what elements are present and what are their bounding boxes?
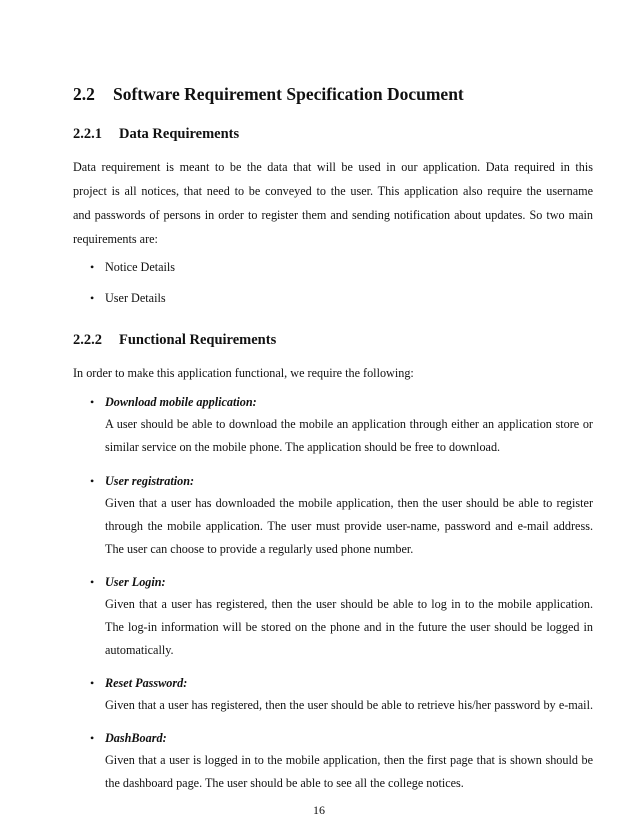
- requirement-line: Given that a user has downloaded the mobile application, then the user should be able to register: [105, 496, 593, 510]
- requirement-line: through the mobile application. The user must provide user-name, password and e-mail address.: [105, 519, 593, 533]
- intro-text: In order to make this application functional, we require the following:: [73, 366, 414, 380]
- paragraph-line: and passwords of persons in order to register them and sending notification about updates. So two main: [73, 208, 593, 222]
- paragraph-line: Data requirement is meant to be the data that will be used in our application. Data required in this: [73, 160, 593, 174]
- requirement-line: similar service on the mobile phone. The application should be free to download.: [105, 440, 501, 454]
- subsection-title: Functional Requirements: [119, 332, 277, 348]
- subsection-heading-data: [73, 126, 239, 143]
- bullet-icon: •: [90, 260, 95, 274]
- section-title: Software Requirement Specification Document: [113, 84, 464, 104]
- bullet-icon: •: [90, 395, 95, 409]
- requirement-title: Download mobile application:: [105, 395, 257, 409]
- requirement-line: Given that a user has registered, then the user should be able to log in to the mobile application.: [105, 597, 593, 611]
- bullet-icon: •: [90, 474, 95, 488]
- section-heading: [73, 84, 464, 105]
- bullet-icon: •: [90, 676, 95, 690]
- list-item: User Details: [105, 291, 166, 305]
- requirement-title: Reset Password:: [105, 676, 188, 690]
- section-number: 2.2: [73, 84, 95, 104]
- paragraph-line: requirements are:: [73, 232, 158, 246]
- subsection-title: Data Requirements: [119, 126, 240, 142]
- subsection-heading-functional: [73, 332, 276, 349]
- requirement-line: automatically.: [105, 643, 174, 657]
- requirement-line: A user should be able to download the mobile an application through either an application store or: [105, 417, 593, 431]
- requirement-title: User Login:: [105, 575, 166, 589]
- requirement-line: The log-in information will be stored on the phone and in the future the user should be logged in: [105, 620, 593, 634]
- subsection-number: 2.2.1: [73, 126, 102, 142]
- bullet-icon: •: [90, 731, 95, 745]
- page-number: 16: [313, 803, 325, 817]
- requirement-line: Given that a user has registered, then the user should be able to retrieve his/her password by e-mail.: [105, 698, 593, 712]
- bullet-icon: •: [90, 575, 95, 589]
- requirement-title: DashBoard:: [105, 731, 167, 745]
- list-item: Notice Details: [105, 260, 176, 274]
- requirement-title: User registration:: [105, 474, 195, 488]
- requirement-line: The user can choose to provide a regularly used phone number.: [105, 542, 414, 556]
- requirement-line: Given that a user is logged in to the mobile application, then the first page that is shown should be: [105, 753, 593, 767]
- bullet-icon: •: [90, 291, 95, 305]
- requirement-line: the dashboard page. The user should be able to see all the college notices.: [105, 776, 464, 790]
- paragraph-line: project is all notices, that need to be conveyed to the user. This application also require the username: [73, 184, 593, 198]
- subsection-number: 2.2.2: [73, 332, 102, 348]
